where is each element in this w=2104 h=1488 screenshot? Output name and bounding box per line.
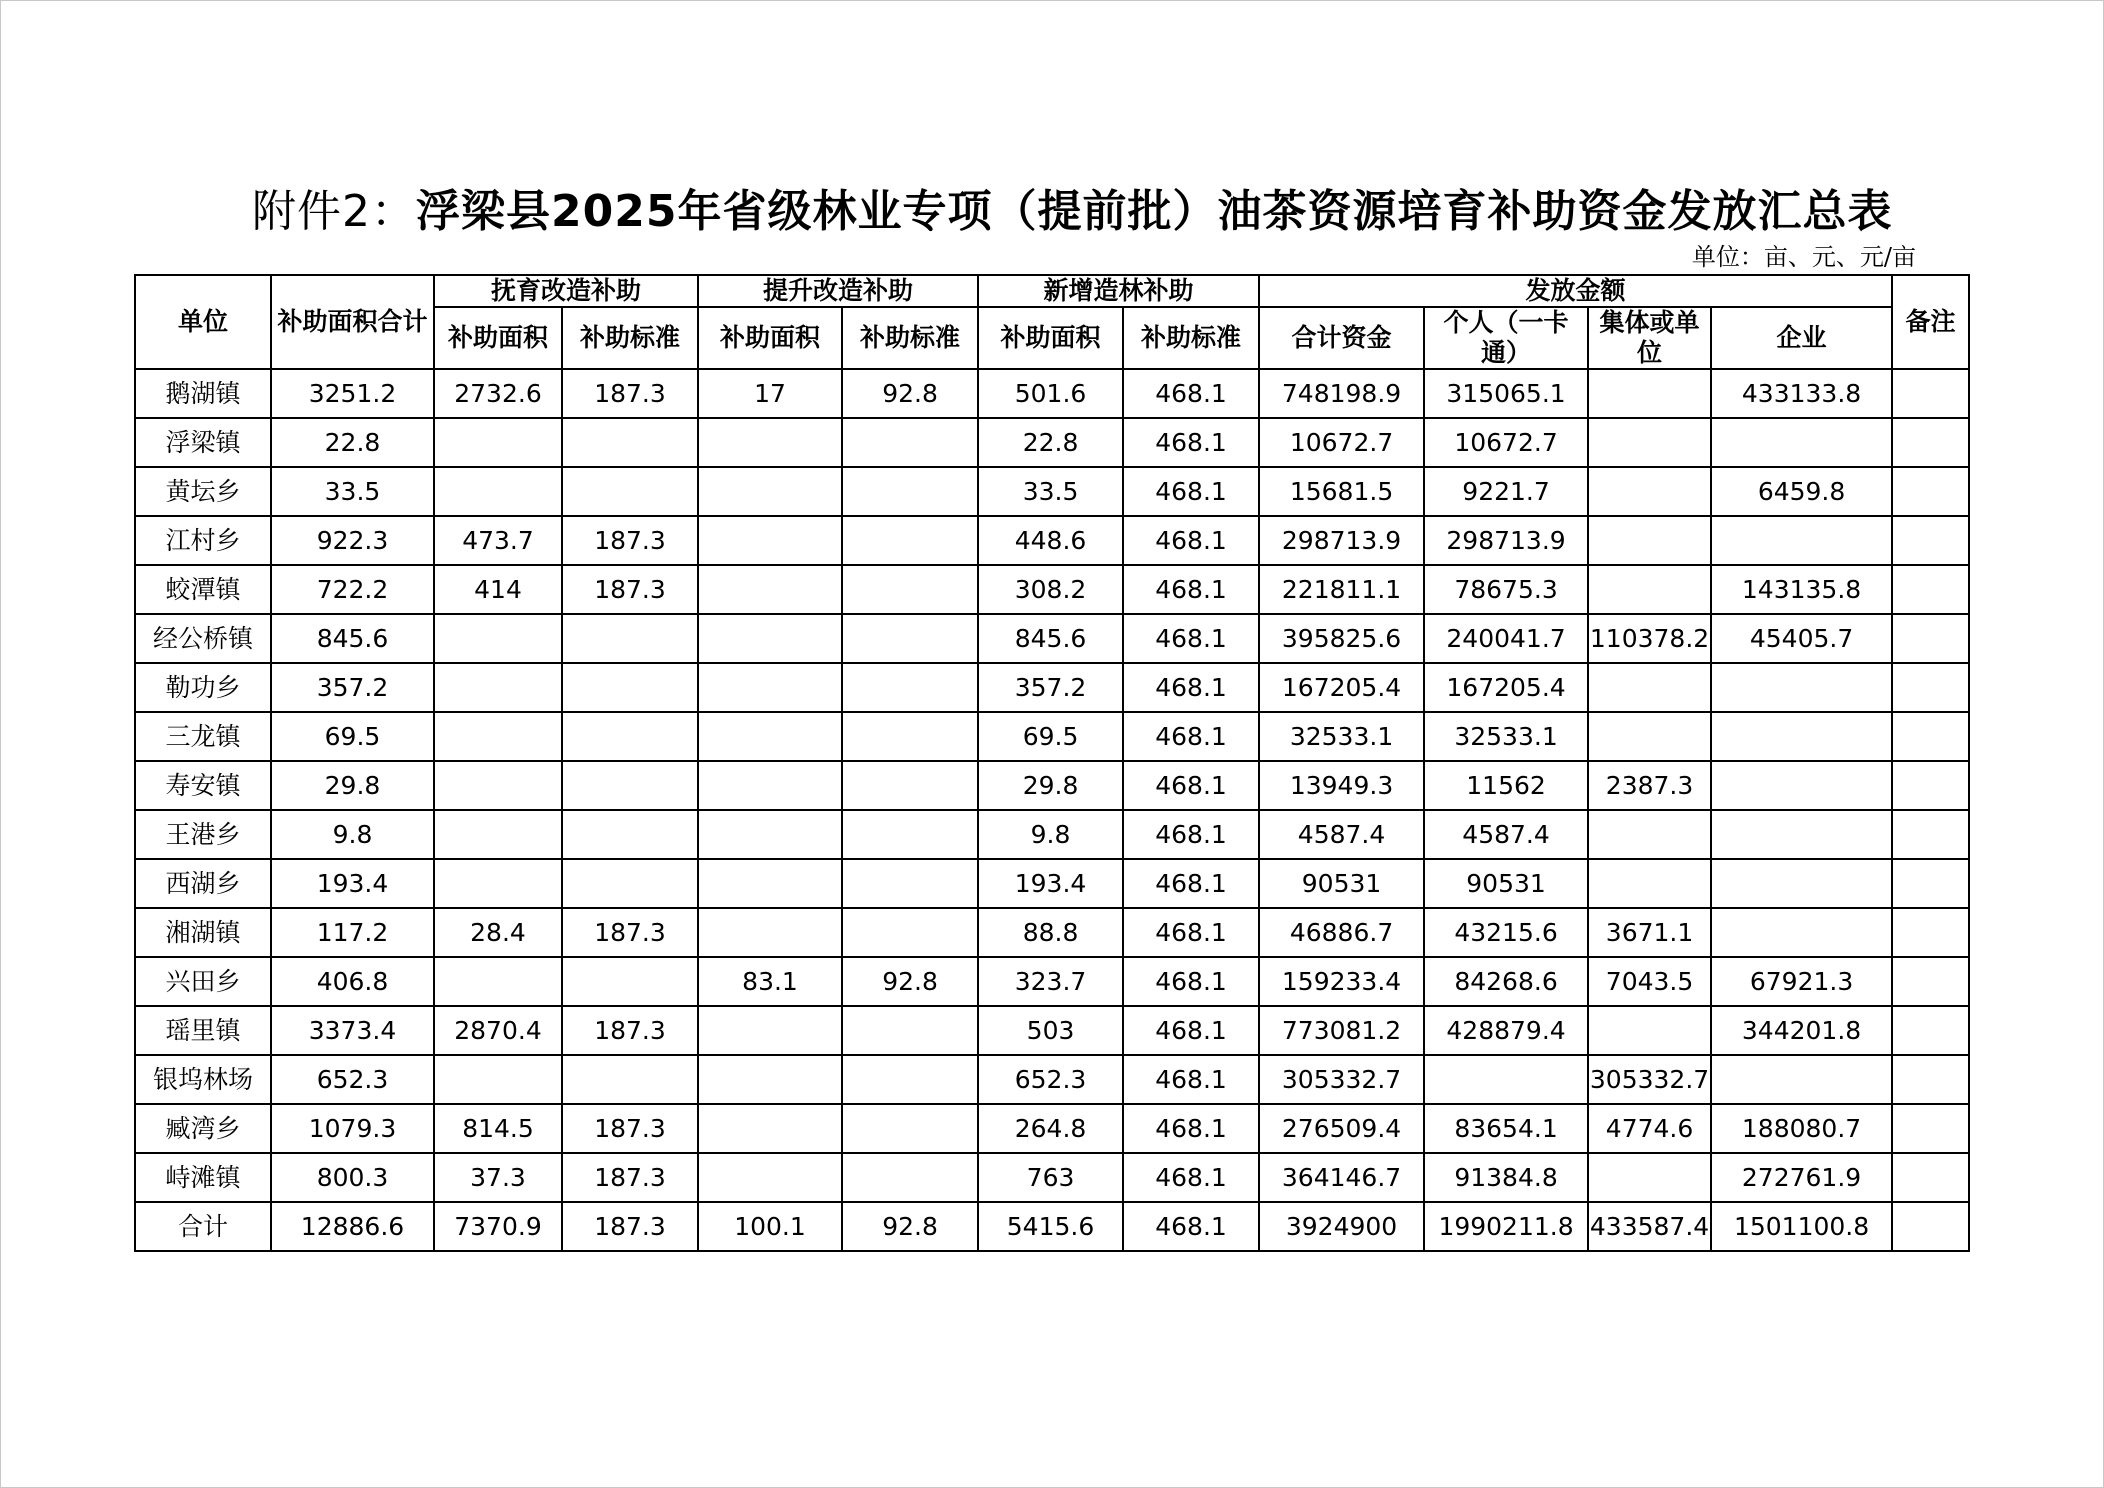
cell-newforest-standard: 468.1 xyxy=(1123,1055,1259,1104)
table-row xyxy=(135,1104,1969,1153)
cell-individual: 4587.4 xyxy=(1424,810,1588,859)
cell-nurture-standard xyxy=(562,467,698,516)
cell-newforest-area: 503 xyxy=(978,1006,1123,1055)
table-row xyxy=(135,859,1969,908)
cell-upgrade-standard: 92.8 xyxy=(842,957,978,1006)
table-row xyxy=(135,761,1969,810)
cell-nurture-area xyxy=(434,712,562,761)
cell-enterprise xyxy=(1711,761,1892,810)
cell-upgrade-area xyxy=(698,1153,842,1202)
cell-collective xyxy=(1588,663,1711,712)
table-header xyxy=(135,275,1969,369)
cell-nurture-area xyxy=(434,467,562,516)
cell-collective xyxy=(1588,810,1711,859)
cell-total-funds: 159233.4 xyxy=(1259,957,1424,1006)
cell-nurture-standard: 187.3 xyxy=(562,1104,698,1153)
cell-nurture-standard: 187.3 xyxy=(562,1202,698,1251)
cell-upgrade-standard xyxy=(842,810,978,859)
cell-upgrade-standard xyxy=(842,1104,978,1153)
cell-unit-name: 黄坛乡 xyxy=(135,467,271,516)
cell-total-area: 117.2 xyxy=(271,908,434,957)
cell-newforest-area: 22.8 xyxy=(978,418,1123,467)
cell-upgrade-standard xyxy=(842,418,978,467)
cell-unit-name: 江村乡 xyxy=(135,516,271,565)
cell-total-area: 845.6 xyxy=(271,614,434,663)
header-collective: 集体或单位 xyxy=(1588,307,1711,369)
cell-individual: 90531 xyxy=(1424,859,1588,908)
table-row xyxy=(135,614,1969,663)
cell-nurture-area xyxy=(434,761,562,810)
cell-nurture-standard xyxy=(562,859,698,908)
cell-enterprise xyxy=(1711,712,1892,761)
header-remarks: 备注 xyxy=(1892,275,1969,369)
cell-total-funds: 773081.2 xyxy=(1259,1006,1424,1055)
cell-nurture-area xyxy=(434,810,562,859)
cell-newforest-standard: 468.1 xyxy=(1123,908,1259,957)
cell-total-funds: 13949.3 xyxy=(1259,761,1424,810)
cell-nurture-area: 28.4 xyxy=(434,908,562,957)
cell-total-funds: 32533.1 xyxy=(1259,712,1424,761)
cell-upgrade-area xyxy=(698,1055,842,1104)
cell-enterprise: 1501100.8 xyxy=(1711,1202,1892,1251)
header-upgrade-standard: 补助标准 xyxy=(842,307,978,369)
cell-enterprise: 143135.8 xyxy=(1711,565,1892,614)
cell-unit-name: 银坞林场 xyxy=(135,1055,271,1104)
table-row xyxy=(135,1055,1969,1104)
cell-total-funds: 167205.4 xyxy=(1259,663,1424,712)
cell-newforest-area: 448.6 xyxy=(978,516,1123,565)
header-upgrade-group: 提升改造补助 xyxy=(698,275,978,307)
cell-individual: 32533.1 xyxy=(1424,712,1588,761)
cell-total-area: 29.8 xyxy=(271,761,434,810)
cell-individual: 11562 xyxy=(1424,761,1588,810)
cell-newforest-area: 501.6 xyxy=(978,369,1123,418)
cell-total-area: 193.4 xyxy=(271,859,434,908)
cell-remarks xyxy=(1892,1202,1969,1251)
header-newforest-area: 补助面积 xyxy=(978,307,1123,369)
cell-newforest-area: 69.5 xyxy=(978,712,1123,761)
cell-upgrade-area xyxy=(698,859,842,908)
title-prefix: 附件2： xyxy=(252,186,416,237)
cell-unit-name: 臧湾乡 xyxy=(135,1104,271,1153)
cell-total-funds: 3924900 xyxy=(1259,1202,1424,1251)
cell-upgrade-area: 17 xyxy=(698,369,842,418)
cell-newforest-standard: 468.1 xyxy=(1123,663,1259,712)
cell-collective: 7043.5 xyxy=(1588,957,1711,1006)
cell-collective xyxy=(1588,467,1711,516)
cell-upgrade-area: 83.1 xyxy=(698,957,842,1006)
cell-upgrade-area xyxy=(698,663,842,712)
cell-newforest-area: 308.2 xyxy=(978,565,1123,614)
cell-total-area: 12886.6 xyxy=(271,1202,434,1251)
cell-total-area: 9.8 xyxy=(271,810,434,859)
cell-nurture-area: 814.5 xyxy=(434,1104,562,1153)
cell-total-area: 33.5 xyxy=(271,467,434,516)
table-row xyxy=(135,1153,1969,1202)
header-total-area: 补助面积合计 xyxy=(271,275,434,369)
cell-collective: 3671.1 xyxy=(1588,908,1711,957)
cell-total-area: 357.2 xyxy=(271,663,434,712)
header-nurture-standard: 补助标准 xyxy=(562,307,698,369)
cell-total-funds: 276509.4 xyxy=(1259,1104,1424,1153)
table-row xyxy=(135,467,1969,516)
table-body xyxy=(135,369,1969,1251)
cell-enterprise xyxy=(1711,516,1892,565)
cell-newforest-standard: 468.1 xyxy=(1123,761,1259,810)
cell-total-funds: 305332.7 xyxy=(1259,1055,1424,1104)
cell-unit-name: 湘湖镇 xyxy=(135,908,271,957)
cell-nurture-area: 473.7 xyxy=(434,516,562,565)
cell-total-area: 3373.4 xyxy=(271,1006,434,1055)
cell-total-funds: 221811.1 xyxy=(1259,565,1424,614)
title-main: 浮梁县2025年省级林业专项（提前批）油茶资源培育补助资金发放汇总表 xyxy=(416,186,1893,237)
cell-individual: 9221.7 xyxy=(1424,467,1588,516)
cell-nurture-standard xyxy=(562,663,698,712)
cell-upgrade-standard xyxy=(842,565,978,614)
cell-nurture-standard: 187.3 xyxy=(562,516,698,565)
table-row xyxy=(135,908,1969,957)
cell-nurture-standard xyxy=(562,957,698,1006)
cell-nurture-standard xyxy=(562,1055,698,1104)
header-nurture-group: 抚育改造补助 xyxy=(434,275,698,307)
cell-individual: 298713.9 xyxy=(1424,516,1588,565)
cell-unit-name: 三龙镇 xyxy=(135,712,271,761)
cell-newforest-area: 5415.6 xyxy=(978,1202,1123,1251)
cell-nurture-standard: 187.3 xyxy=(562,1006,698,1055)
cell-remarks xyxy=(1892,467,1969,516)
cell-individual: 83654.1 xyxy=(1424,1104,1588,1153)
cell-newforest-standard: 468.1 xyxy=(1123,614,1259,663)
cell-newforest-standard: 468.1 xyxy=(1123,1202,1259,1251)
cell-nurture-area xyxy=(434,418,562,467)
cell-remarks xyxy=(1892,1153,1969,1202)
cell-unit-name: 蛟潭镇 xyxy=(135,565,271,614)
table-row xyxy=(135,810,1969,859)
cell-upgrade-area xyxy=(698,418,842,467)
cell-individual: 428879.4 xyxy=(1424,1006,1588,1055)
cell-remarks xyxy=(1892,712,1969,761)
cell-collective xyxy=(1588,859,1711,908)
cell-remarks xyxy=(1892,565,1969,614)
header-enterprise: 企业 xyxy=(1711,307,1892,369)
cell-upgrade-standard xyxy=(842,614,978,663)
cell-individual xyxy=(1424,1055,1588,1104)
cell-upgrade-standard xyxy=(842,1055,978,1104)
cell-nurture-standard: 187.3 xyxy=(562,1153,698,1202)
cell-upgrade-standard xyxy=(842,859,978,908)
cell-unit-name: 寿安镇 xyxy=(135,761,271,810)
cell-unit-name: 峙滩镇 xyxy=(135,1153,271,1202)
cell-enterprise xyxy=(1711,908,1892,957)
table-row xyxy=(135,565,1969,614)
cell-collective xyxy=(1588,418,1711,467)
subsidy-summary-table xyxy=(134,274,1970,1252)
cell-collective xyxy=(1588,516,1711,565)
cell-newforest-standard: 468.1 xyxy=(1123,1153,1259,1202)
cell-remarks xyxy=(1892,663,1969,712)
cell-nurture-standard xyxy=(562,712,698,761)
cell-remarks xyxy=(1892,418,1969,467)
cell-newforest-area: 193.4 xyxy=(978,859,1123,908)
cell-nurture-standard: 187.3 xyxy=(562,908,698,957)
cell-collective xyxy=(1588,1153,1711,1202)
cell-nurture-standard xyxy=(562,810,698,859)
cell-nurture-standard xyxy=(562,614,698,663)
cell-remarks xyxy=(1892,516,1969,565)
cell-newforest-area: 357.2 xyxy=(978,663,1123,712)
cell-upgrade-area: 100.1 xyxy=(698,1202,842,1251)
cell-nurture-area: 2732.6 xyxy=(434,369,562,418)
cell-total-funds: 15681.5 xyxy=(1259,467,1424,516)
cell-upgrade-standard xyxy=(842,663,978,712)
cell-nurture-area: 414 xyxy=(434,565,562,614)
cell-unit-name: 合计 xyxy=(135,1202,271,1251)
cell-total-funds: 298713.9 xyxy=(1259,516,1424,565)
cell-upgrade-area xyxy=(698,1006,842,1055)
cell-newforest-standard: 468.1 xyxy=(1123,712,1259,761)
cell-remarks xyxy=(1892,859,1969,908)
cell-newforest-standard: 468.1 xyxy=(1123,369,1259,418)
cell-unit-name: 经公桥镇 xyxy=(135,614,271,663)
cell-newforest-area: 264.8 xyxy=(978,1104,1123,1153)
cell-newforest-standard: 468.1 xyxy=(1123,418,1259,467)
cell-upgrade-standard xyxy=(842,1006,978,1055)
cell-upgrade-area xyxy=(698,467,842,516)
cell-unit-name: 兴田乡 xyxy=(135,957,271,1006)
cell-individual: 10672.7 xyxy=(1424,418,1588,467)
cell-enterprise xyxy=(1711,663,1892,712)
cell-remarks xyxy=(1892,1104,1969,1153)
cell-enterprise xyxy=(1711,859,1892,908)
cell-total-funds: 46886.7 xyxy=(1259,908,1424,957)
cell-collective: 2387.3 xyxy=(1588,761,1711,810)
cell-upgrade-standard xyxy=(842,1153,978,1202)
cell-total-area: 722.2 xyxy=(271,565,434,614)
cell-upgrade-area xyxy=(698,908,842,957)
cell-individual: 84268.6 xyxy=(1424,957,1588,1006)
cell-collective xyxy=(1588,712,1711,761)
cell-enterprise xyxy=(1711,810,1892,859)
cell-newforest-area: 88.8 xyxy=(978,908,1123,957)
cell-collective xyxy=(1588,369,1711,418)
table-row xyxy=(135,369,1969,418)
cell-total-funds: 748198.9 xyxy=(1259,369,1424,418)
cell-remarks xyxy=(1892,957,1969,1006)
cell-total-funds: 364146.7 xyxy=(1259,1153,1424,1202)
cell-newforest-standard: 468.1 xyxy=(1123,516,1259,565)
table-row xyxy=(135,957,1969,1006)
cell-enterprise xyxy=(1711,1055,1892,1104)
cell-upgrade-area xyxy=(698,614,842,663)
cell-total-area: 652.3 xyxy=(271,1055,434,1104)
cell-newforest-area: 652.3 xyxy=(978,1055,1123,1104)
cell-collective: 110378.2 xyxy=(1588,614,1711,663)
cell-individual: 43215.6 xyxy=(1424,908,1588,957)
header-unit: 单位 xyxy=(135,275,271,369)
cell-upgrade-area xyxy=(698,761,842,810)
cell-unit-name: 西湖乡 xyxy=(135,859,271,908)
cell-enterprise: 45405.7 xyxy=(1711,614,1892,663)
cell-collective: 305332.7 xyxy=(1588,1055,1711,1104)
cell-enterprise: 272761.9 xyxy=(1711,1153,1892,1202)
cell-newforest-area: 763 xyxy=(978,1153,1123,1202)
cell-upgrade-area xyxy=(698,1104,842,1153)
cell-enterprise: 433133.8 xyxy=(1711,369,1892,418)
cell-total-area: 800.3 xyxy=(271,1153,434,1202)
cell-remarks xyxy=(1892,810,1969,859)
cell-newforest-area: 845.6 xyxy=(978,614,1123,663)
cell-newforest-standard: 468.1 xyxy=(1123,467,1259,516)
cell-upgrade-area xyxy=(698,712,842,761)
cell-total-funds: 10672.7 xyxy=(1259,418,1424,467)
cell-newforest-standard: 468.1 xyxy=(1123,1104,1259,1153)
cell-remarks xyxy=(1892,369,1969,418)
cell-unit-name: 瑶里镇 xyxy=(135,1006,271,1055)
table-row xyxy=(135,516,1969,565)
cell-collective xyxy=(1588,1006,1711,1055)
cell-total-funds: 4587.4 xyxy=(1259,810,1424,859)
cell-total-area: 3251.2 xyxy=(271,369,434,418)
cell-remarks xyxy=(1892,1006,1969,1055)
table-row xyxy=(135,712,1969,761)
cell-total-funds: 395825.6 xyxy=(1259,614,1424,663)
cell-remarks xyxy=(1892,761,1969,810)
table-row-total xyxy=(135,1202,1969,1251)
cell-individual: 167205.4 xyxy=(1424,663,1588,712)
cell-individual: 315065.1 xyxy=(1424,369,1588,418)
cell-nurture-area xyxy=(434,859,562,908)
cell-unit-name: 浮梁镇 xyxy=(135,418,271,467)
cell-individual: 240041.7 xyxy=(1424,614,1588,663)
cell-enterprise: 344201.8 xyxy=(1711,1006,1892,1055)
cell-nurture-standard: 187.3 xyxy=(562,565,698,614)
cell-unit-name: 勒功乡 xyxy=(135,663,271,712)
cell-individual: 78675.3 xyxy=(1424,565,1588,614)
cell-nurture-area: 7370.9 xyxy=(434,1202,562,1251)
cell-remarks xyxy=(1892,614,1969,663)
cell-individual: 91384.8 xyxy=(1424,1153,1588,1202)
cell-upgrade-standard xyxy=(842,516,978,565)
cell-newforest-area: 33.5 xyxy=(978,467,1123,516)
cell-total-area: 69.5 xyxy=(271,712,434,761)
cell-total-area: 1079.3 xyxy=(271,1104,434,1153)
cell-nurture-area xyxy=(434,614,562,663)
cell-upgrade-area xyxy=(698,810,842,859)
header-total-funds: 合计资金 xyxy=(1259,307,1424,369)
table-row xyxy=(135,1006,1969,1055)
cell-nurture-standard xyxy=(562,418,698,467)
cell-newforest-standard: 468.1 xyxy=(1123,1006,1259,1055)
cell-upgrade-standard: 92.8 xyxy=(842,1202,978,1251)
cell-collective xyxy=(1588,565,1711,614)
cell-newforest-area: 323.7 xyxy=(978,957,1123,1006)
header-newforest-standard: 补助标准 xyxy=(1123,307,1259,369)
cell-nurture-area: 37.3 xyxy=(434,1153,562,1202)
cell-upgrade-standard xyxy=(842,467,978,516)
cell-nurture-area xyxy=(434,663,562,712)
header-newforest-group: 新增造林补助 xyxy=(978,275,1259,307)
header-upgrade-area: 补助面积 xyxy=(698,307,842,369)
cell-enterprise: 188080.7 xyxy=(1711,1104,1892,1153)
cell-upgrade-area xyxy=(698,516,842,565)
cell-enterprise xyxy=(1711,418,1892,467)
cell-newforest-standard: 468.1 xyxy=(1123,859,1259,908)
cell-individual: 1990211.8 xyxy=(1424,1202,1588,1251)
cell-upgrade-standard xyxy=(842,908,978,957)
header-nurture-area: 补助面积 xyxy=(434,307,562,369)
document-title xyxy=(252,180,1893,244)
cell-remarks xyxy=(1892,908,1969,957)
cell-total-area: 922.3 xyxy=(271,516,434,565)
cell-remarks xyxy=(1892,1055,1969,1104)
cell-newforest-standard: 468.1 xyxy=(1123,565,1259,614)
header-payout-group: 发放金额 xyxy=(1259,275,1892,307)
cell-total-funds: 90531 xyxy=(1259,859,1424,908)
cell-collective: 4774.6 xyxy=(1588,1104,1711,1153)
cell-upgrade-area xyxy=(698,565,842,614)
cell-collective: 433587.4 xyxy=(1588,1202,1711,1251)
cell-nurture-standard xyxy=(562,761,698,810)
cell-total-area: 22.8 xyxy=(271,418,434,467)
cell-total-area: 406.8 xyxy=(271,957,434,1006)
cell-upgrade-standard xyxy=(842,712,978,761)
header-individual: 个人（一卡通） xyxy=(1424,307,1588,369)
table-row xyxy=(135,418,1969,467)
table-row xyxy=(135,663,1969,712)
cell-enterprise: 6459.8 xyxy=(1711,467,1892,516)
cell-nurture-area xyxy=(434,1055,562,1104)
cell-nurture-area: 2870.4 xyxy=(434,1006,562,1055)
cell-newforest-area: 9.8 xyxy=(978,810,1123,859)
cell-newforest-area: 29.8 xyxy=(978,761,1123,810)
cell-nurture-area xyxy=(434,957,562,1006)
unit-note: 单位：亩、元、元/亩 xyxy=(1691,243,1916,271)
cell-newforest-standard: 468.1 xyxy=(1123,957,1259,1006)
cell-unit-name: 鹅湖镇 xyxy=(135,369,271,418)
cell-upgrade-standard: 92.8 xyxy=(842,369,978,418)
cell-newforest-standard: 468.1 xyxy=(1123,810,1259,859)
cell-upgrade-standard xyxy=(842,761,978,810)
cell-enterprise: 67921.3 xyxy=(1711,957,1892,1006)
cell-nurture-standard: 187.3 xyxy=(562,369,698,418)
cell-unit-name: 王港乡 xyxy=(135,810,271,859)
